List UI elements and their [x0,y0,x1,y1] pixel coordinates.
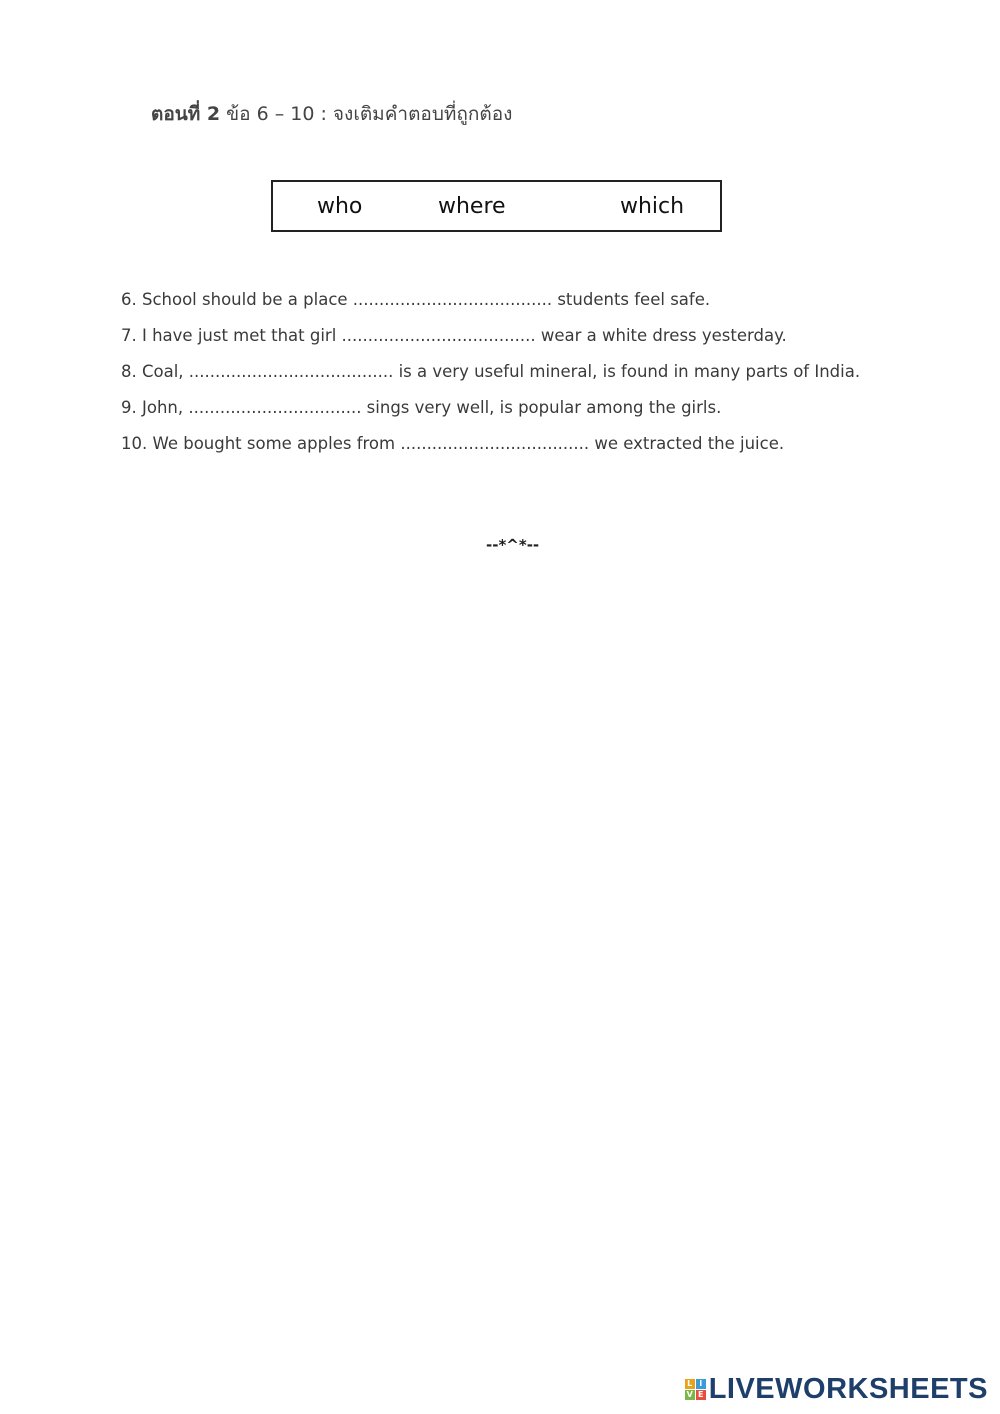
question-8: 8. Coal, ....................................... is a very useful mineral, is found in many parts of India. [121,362,861,381]
question-7: 7. I have just met that girl ..................................... wear a white dress yesterday. [121,326,787,345]
word-bank-item-which: which [620,194,685,219]
logo-text: LIVEWORKSHEETS [708,1372,988,1405]
liveworksheets-logo-icon [685,1379,706,1400]
question-list [121,286,961,466]
question-10: 10. We bought some apples from .................................... we extracted the juice. [121,434,785,453]
section-label: ตอนที่ 2 [151,103,221,125]
section-instruction: ข้อ 6 – 10 : จงเติมคำตอบที่ถูกต้อง [226,103,513,125]
logo-icon-letter-i: I [696,1379,706,1389]
question-9: 9. John, ................................. sings very well, is popular among the girls. [121,398,722,417]
word-bank-box [271,180,722,232]
word-bank-item-where: where [438,194,506,219]
question-6: 6. School should be a place ...................................... students feel safe. [121,290,711,309]
logo-icon-letter-e: E [696,1390,706,1400]
word-bank-item-who: who [317,194,363,219]
logo-icon-letter-l: L [685,1379,695,1389]
logo-icon-letter-v: V [686,1389,693,1399]
end-mark: --*^*-- [486,536,540,554]
liveworksheets-logo [685,1372,988,1406]
section-heading [151,99,512,129]
